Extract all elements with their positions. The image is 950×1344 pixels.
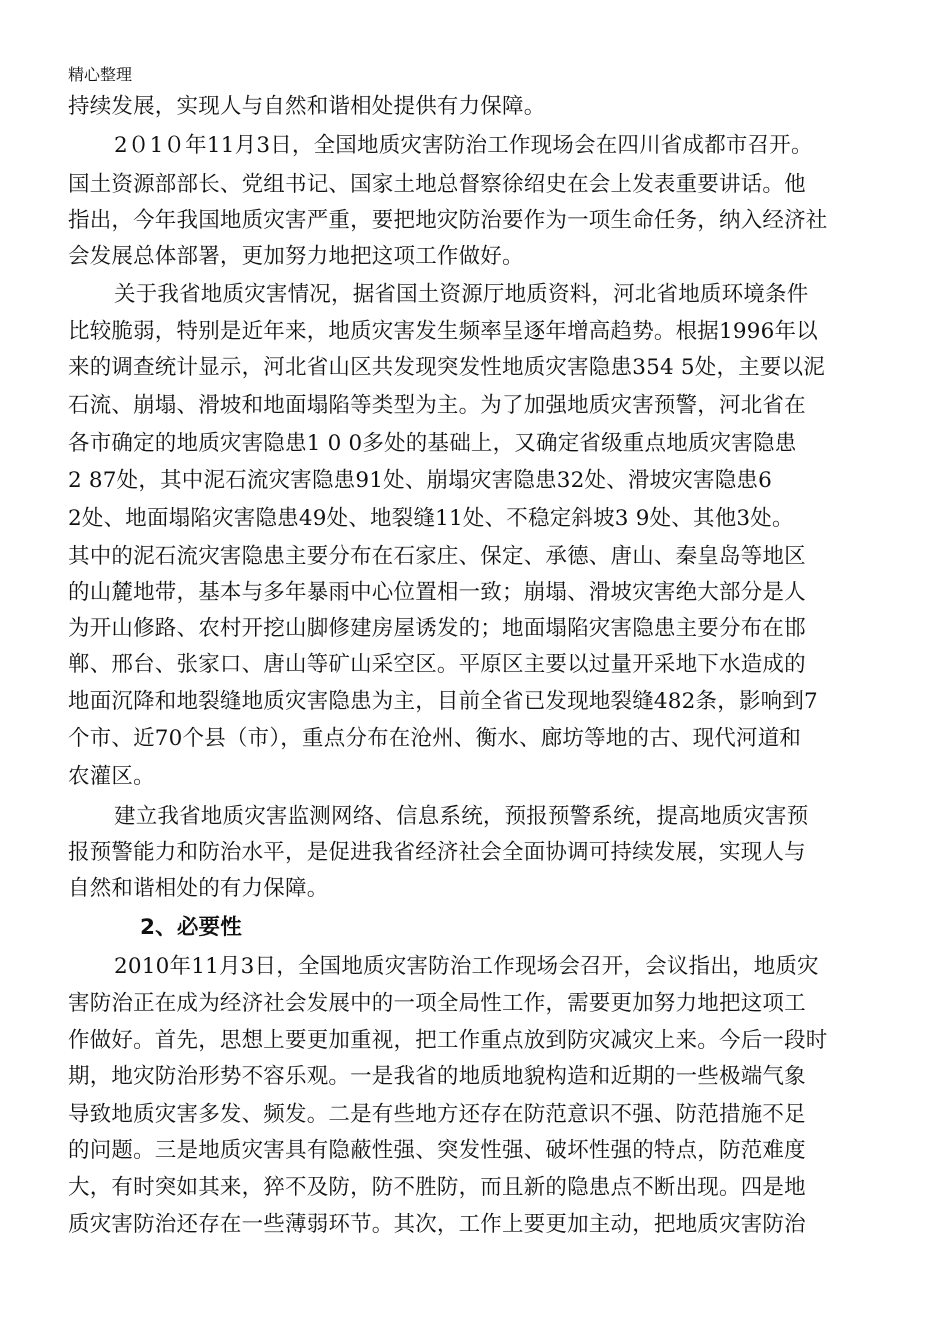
paragraph-line: 大，有时突如其来，猝不及防，防不胜防，而且新的隐患点不断出现。四是地 — [68, 1175, 806, 1200]
paragraph-line: 个市、近70个县（市），重点分布在沧州、衡水、廊坊等地的古、现代河道和 — [68, 726, 802, 751]
paragraph-line: 导致地质灾害多发、频发。二是有些地方还存在防范意识不强、防范措施不足 — [68, 1102, 806, 1127]
paragraph-line: 2处、地面塌陷灾害隐患49处、地裂缝11处、不稳定斜坡3 9处、其他3处。 — [68, 506, 794, 531]
paragraph-line: 会发展总体部署，更加努力地把这项工作做好。 — [68, 244, 524, 269]
paragraph-line: 2０1０年11月3日，全国地质灾害防治工作现场会在四川省成都市召开。 — [114, 133, 813, 158]
paragraph-line: 2 87处，其中泥石流灾害隐患91处、崩塌灾害隐患32处、滑坡灾害隐患6 — [68, 468, 772, 493]
paragraph-line: 作做好。首先，思想上要更加重视，把工作重点放到防灾减灾上来。今后一段时 — [68, 1028, 828, 1053]
paragraph-line: 郸、邢台、张家口、唐山等矿山采空区。平原区主要以过量开采地下水造成的 — [68, 652, 806, 677]
paragraph-line: 农灌区。 — [68, 764, 155, 789]
paragraph-line: 来的调查统计显示，河北省山区共发现突发性地质灾害隐患354 5处，主要以泥 — [68, 355, 825, 380]
section-heading: 2、必要性 — [140, 915, 242, 940]
paragraph-line: 各市确定的地质灾害隐患1 0 0多处的基础上，又确定省级重点地质灾害隐患 — [68, 431, 797, 456]
paragraph-line: 的问题。三是地质灾害具有隐蔽性强、突发性强、破坏性强的特点，防范难度 — [68, 1138, 806, 1163]
paragraph-line: 的山麓地带，基本与多年暴雨中心位置相一致；崩塌、滑坡灾害绝大部分是人 — [68, 580, 806, 605]
page-header-label: 精心整理 — [68, 65, 133, 84]
paragraph-line: 为开山修路、农村开挖山脚修建房屋诱发的；地面塌陷灾害隐患主要分布在邯 — [68, 616, 806, 641]
paragraph-line: 持续发展，实现人与自然和谐相处提供有力保障。 — [68, 94, 546, 119]
paragraph-line: 石流、崩塌、滑坡和地面塌陷等类型为主。为了加强地质灾害预警，河北省在 — [68, 393, 806, 418]
paragraph-line: 国土资源部部长、党组书记、国家土地总督察徐绍史在会上发表重要讲话。他 — [68, 172, 806, 197]
paragraph-line: 2010年11月3日，全国地质灾害防治工作现场会召开，会议指出，地质灾 — [114, 954, 819, 979]
paragraph-line: 质灾害防治还存在一些薄弱环节。其次，工作上要更加主动，把地质灾害防治 — [68, 1212, 806, 1237]
paragraph-line: 指出，今年我国地质灾害严重，要把地灾防治要作为一项生命任务，纳入经济社 — [68, 208, 828, 233]
paragraph-line: 其中的泥石流灾害隐患主要分布在石家庄、保定、承德、唐山、秦皇岛等地区 — [68, 544, 806, 569]
paragraph-line: 比较脆弱，特别是近年来，地质灾害发生频率呈逐年增高趋势。根据1996年以 — [68, 319, 818, 344]
paragraph-line: 建立我省地质灾害监测网络、信息系统，预报预警系统，提高地质灾害预 — [114, 804, 809, 829]
paragraph-line: 地面沉降和地裂缝地质灾害隐患为主，目前全省已发现地裂缝482条，影响到7 — [68, 689, 818, 714]
paragraph-line: 报预警能力和防治水平，是促进我省经济社会全面协调可持续发展，实现人与 — [68, 840, 806, 865]
paragraph-line: 自然和谐相处的有力保障。 — [68, 876, 329, 901]
paragraph-line: 期，地灾防治形势不容乐观。一是我省的地质地貌构造和近期的一些极端气象 — [68, 1064, 806, 1089]
paragraph-line: 害防治正在成为经济社会发展中的一项全局性工作，需要更加努力地把这项工 — [68, 991, 806, 1016]
paragraph-line: 关于我省地质灾害情况，据省国土资源厅地质资料，河北省地质环境条件 — [114, 282, 809, 307]
